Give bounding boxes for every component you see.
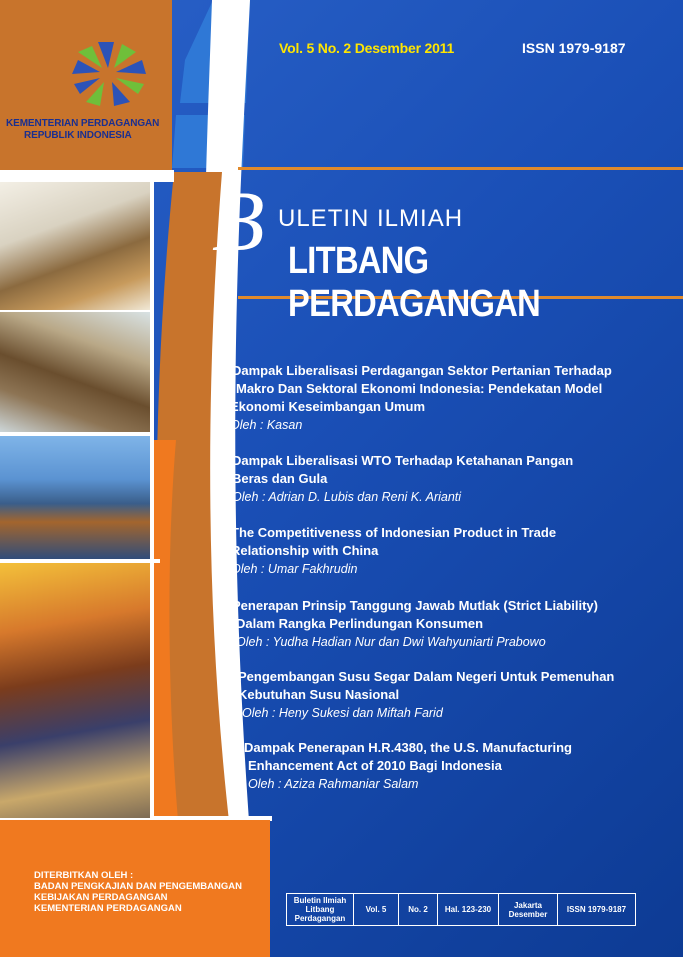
publisher-block [34,870,242,914]
footer-volume: Vol. 5 [354,894,399,925]
publisher-line: DITERBITKAN OLEH : [34,870,134,881]
article-3 [231,524,556,578]
masthead-line2: LITBANG PERDAGANGAN [288,240,541,325]
article-title-line: Penerapan Prinsip Tanggung Jawab Mutlak (Strict Liability) [232,598,598,613]
article-title-line: The Competitiveness of Indonesian Product in Trade [231,525,557,540]
footer-info-table [286,893,636,926]
footer-number: No. 2 [399,894,438,925]
issn-top: ISSN 1979-9187 [522,40,626,56]
port-cranes-photo [0,436,150,559]
article-author: Oleh : Aziza Rahmaniar Salam [248,777,419,791]
market-photo [0,563,150,818]
article-title-line: Dalam Rangka Perlindungan Konsumen [236,616,484,631]
footer-city: Jakarta [513,900,543,910]
article-author: Oleh : Heny Sukesi dan Miftah Farid [242,706,443,720]
meeting-photo-1 [0,182,150,310]
footer-journal [287,894,354,925]
meeting-photo-2 [0,312,150,432]
article-title-line: Kebutuhan Susu Nasional [238,687,400,702]
publisher-line: KEMENTERIAN PERDAGANGAN [34,903,182,914]
article-author: Oleh : Yudha Hadian Nur dan Dwi Wahyuniarti Prabowo [236,635,546,649]
article-5 [238,668,614,722]
article-author: Oleh : Kasan [230,418,303,432]
article-title-line: Makro Dan Sektoral Ekonomi Indonesia: Pendekatan Model [236,381,603,396]
ministry-name-line2: REPUBLIK INDONESIA [24,130,132,141]
footer-place-date [499,894,558,925]
ministry-logo-icon [60,38,156,108]
publisher-line: KEBIJAKAN PERDAGANGAN [34,892,168,903]
footer-journal-line: Perdagangan [294,914,346,923]
footer-pages: Hal. 123-230 [438,894,499,925]
article-title-line: Ekonomi Keseimbangan Umum [230,399,426,414]
publisher-line: BADAN PENGKAJIAN DAN PENGEMBANGAN [34,881,242,892]
article-2 [232,452,573,506]
article-title-line: Dampak Penerapan H.R.4380, the U.S. Manufacturing [244,740,572,755]
article-title-line: Dampak Liberalisasi Perdagangan Sektor Pertanian Terhadap [232,363,612,378]
ministry-name [6,118,159,142]
article-6 [244,739,572,793]
article-title-line: Pengembangan Susu Segar Dalam Negeri Untuk Pemenuhan [238,669,615,684]
masthead-line1: ULETIN ILMIAH [278,205,464,232]
article-title-line: Enhancement Act of 2010 Bagi Indonesia [248,758,502,773]
article-1 [232,362,612,434]
divider-top [238,167,683,170]
article-author: Oleh : Adrian D. Lubis dan Reni K. Arianti [232,490,462,504]
article-title-line: Beras dan Gula [232,471,328,486]
masthead-initial: B [212,173,265,269]
footer-month: Desember [508,909,548,919]
article-title-line: Dampak Liberalisasi WTO Terhadap Ketahanan Pangan [232,453,574,468]
article-author: Oleh : Umar Fakhrudin [231,562,358,576]
article-title-line: Relationship with China [231,543,379,558]
footer-journal-line: Buletin Ilmiah [293,896,347,905]
article-4 [232,597,598,651]
footer-journal-line: Litbang [305,905,335,914]
ministry-name-line1: KEMENTERIAN PERDAGANGAN [6,118,160,129]
volume-info: Vol. 5 No. 2 Desember 2011 [279,40,455,56]
footer-issn: ISSN 1979-9187 [566,905,627,914]
